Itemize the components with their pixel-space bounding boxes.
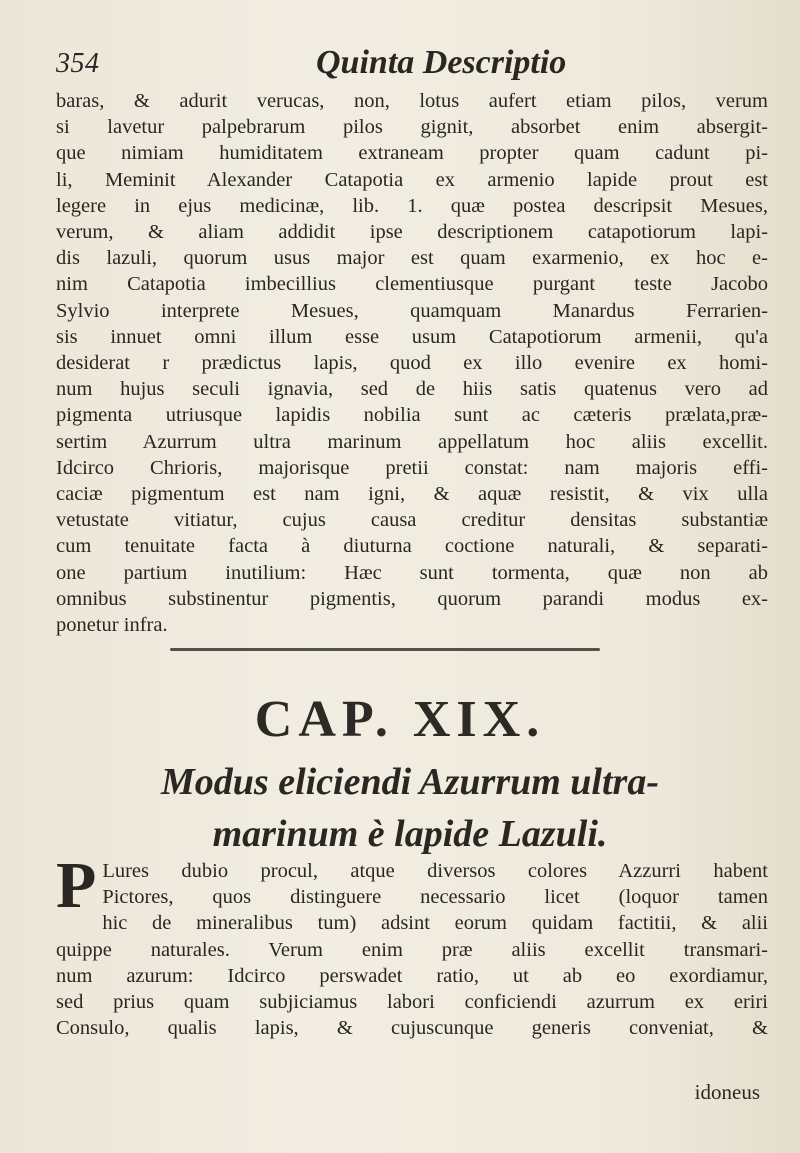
section-divider <box>170 648 600 651</box>
text-line: omnibus substinentur pigmentis, quorum parandi modus ex- <box>56 587 768 610</box>
text-line: legere in ejus medicinæ, lib. 1. quæ postea descripsit Mesues, <box>56 194 768 217</box>
text-line: hic de mineralibus tum) adsint eorum quidam factitii, & alii <box>102 912 768 935</box>
chapter-title <box>80 756 740 860</box>
chapter-title-line: Modus eliciendi Azurrum ultra- <box>161 761 659 803</box>
chapter-number: CAP. XIX. <box>254 691 546 748</box>
text-line: verum, & aliam addidit ipse descriptionem catapotiorum lapi- <box>56 221 768 244</box>
text-line: vetustate vitiatur, cujus causa creditur densitas substantiæ <box>56 509 768 532</box>
text-line: Consulo, qualis lapis, & cujuscunque generis conveniat, & <box>56 1017 768 1040</box>
chapter-title-line: marinum è lapide Lazuli. <box>212 813 608 855</box>
catchword: idoneus <box>694 1080 760 1104</box>
text-line: Idcirco Chrioris, majorisque pretii constat: nam majoris effi- <box>56 456 768 479</box>
text-line: caciæ pigmentum est nam igni, & aquæ resistit, & vix ulla <box>56 483 768 506</box>
running-title: Quinta Descriptio <box>316 44 567 81</box>
text-line: num azurum: Idcirco perswadet ratio, ut ab eo exordiamur, <box>56 964 768 987</box>
text-line: Sylvio interprete Mesues, quamquam Manardus Ferrarien- <box>56 299 768 322</box>
text-line: desiderat r prædictus lapis, quod ex illo evenire ex homi- <box>56 352 768 375</box>
text-line: si lavetur palpebrarum pilos gignit, absorbet enim absergit- <box>56 116 768 139</box>
text-line: sed prius quam subjiciamus labori conficiendi azurrum ex eriri <box>56 991 768 1014</box>
text-line: sertim Azurrum ultra marinum appellatum hoc aliis excellit. <box>56 430 768 453</box>
text-line: li, Meminit Alexander Catapotia ex armenio lapide prout est <box>56 168 768 191</box>
text-line: baras, & adurit verucas, non, lotus aufert etiam pilos, verum <box>56 90 768 112</box>
text-line: cum tenuitate facta à diuturna coctione naturali, & separati- <box>56 535 768 558</box>
text-line: one partium inutilium: Hæc sunt tormenta, quæ non ab <box>56 561 768 584</box>
text-line: ponetur infra. <box>56 614 168 637</box>
drop-cap: P <box>56 849 97 922</box>
running-header <box>56 44 756 84</box>
text-line: pigmenta utriusque lapidis nobilia sunt ac cæteris prælata,præ- <box>56 404 768 427</box>
text-line: sis innuet omni illum esse usum Catapotiorum armenii, qu'a <box>56 325 768 348</box>
text-line: que nimiam humiditatem extraneam propter quam cadunt pi- <box>56 142 768 165</box>
page-number: 354 <box>56 48 100 79</box>
text-line: quippe naturales. Verum enim præ aliis excellit transmari- <box>56 938 768 961</box>
second-paragraph <box>56 849 768 1041</box>
text-line: Lures dubio procul, atque diversos colores Azzurri habent <box>102 860 768 882</box>
text-line: dis lazuli, quorum usus major est quam exarmenio, ex hoc e- <box>56 247 768 270</box>
first-paragraph <box>56 88 768 638</box>
text-line: Pictores, quos distinguere necessario licet (loquor tamen <box>102 886 768 909</box>
text-line: nim Catapotia imbecillius clementiusque purgant teste Jacobo <box>56 273 768 296</box>
text-line: num hujus seculi ignavia, sed de hiis satis quatenus vero ad <box>56 378 768 401</box>
